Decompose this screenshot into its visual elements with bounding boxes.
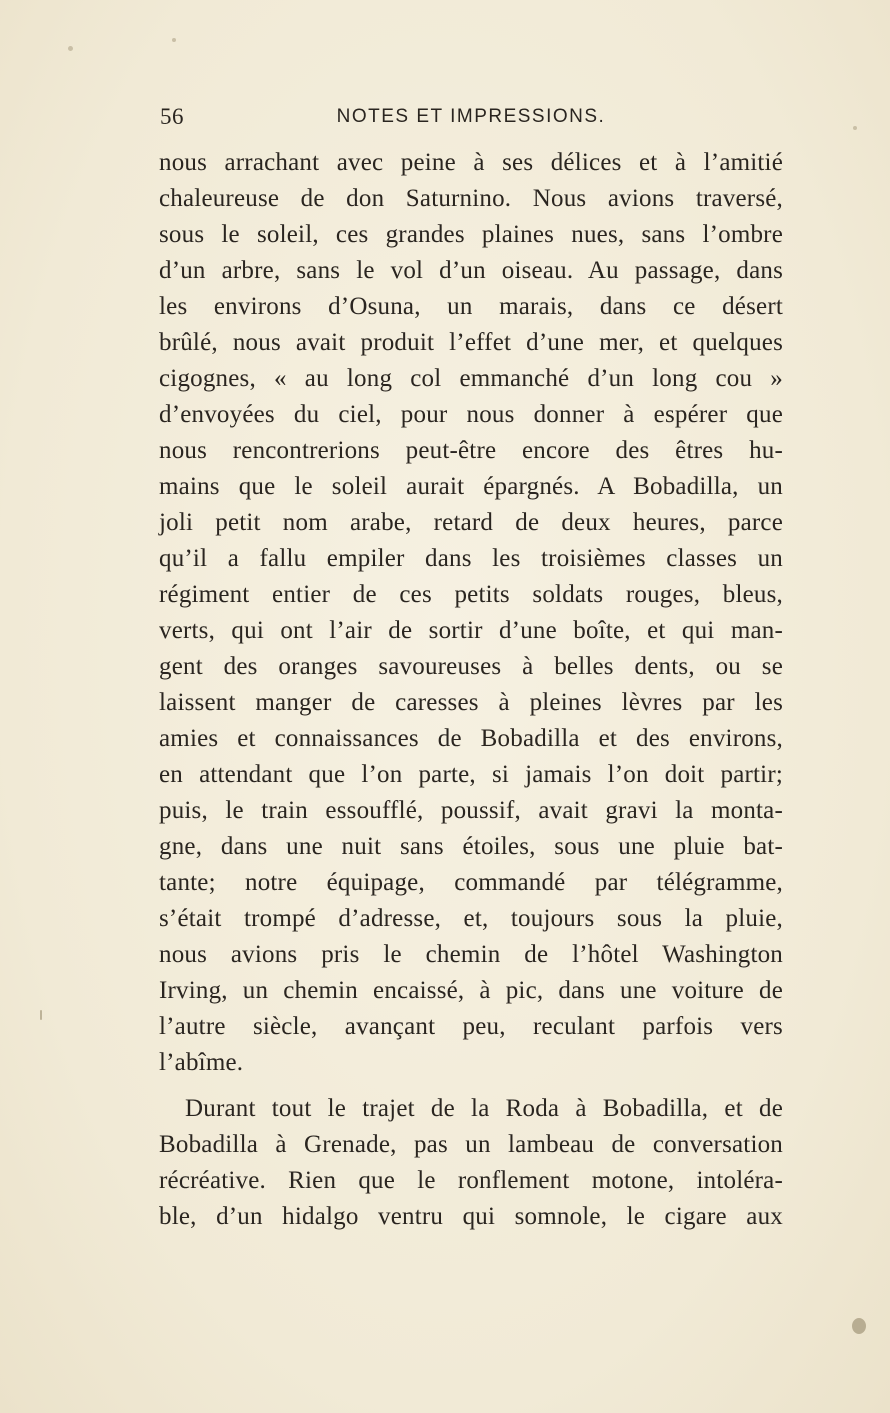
text-line: mains que le soleil aurait épargnés. A Bobadilla, un bbox=[159, 473, 783, 500]
text-line: d’un arbre, sans le vol d’un oiseau. Au passage, dans bbox=[159, 257, 783, 284]
text-line: s’était trompé d’adresse, et, toujours sous la pluie, bbox=[159, 905, 783, 932]
text-line: nous arrachant avec peine à ses délices et à l’amitié bbox=[159, 149, 783, 176]
text-line: cigognes, « au long col emmanché d’un long cou » bbox=[159, 365, 783, 392]
text-line: sous le soleil, ces grandes plaines nues, sans l’ombre bbox=[159, 221, 783, 248]
text-line: amies et connaissances de Bobadilla et des environs, bbox=[159, 725, 783, 752]
text-line: nous rencontrerions peut-être encore des êtres hu- bbox=[159, 437, 783, 464]
body-text bbox=[159, 145, 783, 1235]
text-line: puis, le train essoufflé, poussif, avait gravi la monta- bbox=[159, 797, 783, 824]
text-line: brûlé, nous avait produit l’effet d’une mer, et quelques bbox=[159, 329, 783, 356]
text-line: gent des oranges savoureuses à belles dents, ou se bbox=[159, 653, 783, 680]
paper-speck bbox=[853, 126, 857, 130]
text-line: gne, dans une nuit sans étoiles, sous une pluie bat- bbox=[159, 833, 783, 860]
paragraph bbox=[159, 145, 783, 1081]
text-line: tante; notre équipage, commandé par télégramme, bbox=[159, 869, 783, 896]
text-line: l’autre siècle, avançant peu, reculant parfois vers bbox=[159, 1013, 783, 1040]
text-line: Bobadilla à Grenade, pas un lambeau de conversation bbox=[159, 1131, 783, 1158]
text-line: qu’il a fallu empiler dans les troisièmes classes un bbox=[159, 545, 783, 572]
paper-speck bbox=[40, 1010, 42, 1020]
text-line: récréative. Rien que le ronflement motone, intoléra- bbox=[159, 1167, 783, 1194]
text-line: l’abîme. bbox=[159, 1049, 244, 1076]
paper-speck bbox=[68, 46, 73, 51]
paper-speck bbox=[172, 38, 176, 42]
text-line: nous avions pris le chemin de l’hôtel Washington bbox=[159, 941, 783, 968]
text-line: Irving, un chemin encaissé, à pic, dans une voiture de bbox=[159, 977, 783, 1004]
running-header bbox=[160, 104, 782, 138]
paper-speck bbox=[852, 1318, 866, 1334]
paragraph-gap bbox=[159, 1081, 783, 1091]
text-line: joli petit nom arabe, retard de deux heures, parce bbox=[159, 509, 783, 536]
paragraph bbox=[159, 1091, 783, 1235]
text-line: laissent manger de caresses à pleines lèvres par les bbox=[159, 689, 783, 716]
text-line: régiment entier de ces petits soldats rouges, bleus, bbox=[159, 581, 783, 608]
text-line: Durant tout le trajet de la Roda à Bobadilla, et de bbox=[185, 1095, 783, 1122]
text-line: chaleureuse de don Saturnino. Nous avions traversé, bbox=[159, 185, 783, 212]
text-line: verts, qui ont l’air de sortir d’une boîte, et qui man- bbox=[159, 617, 783, 644]
text-line: ble, d’un hidalgo ventru qui somnole, le cigare aux bbox=[159, 1203, 783, 1230]
page-number: 56 bbox=[160, 104, 184, 129]
running-title: NOTES ET IMPRESSIONS. bbox=[336, 106, 606, 127]
text-line: en attendant que l’on parte, si jamais l’on doit partir; bbox=[159, 761, 783, 788]
text-line: d’envoyées du ciel, pour nous donner à espérer que bbox=[159, 401, 783, 428]
text-line: les environs d’Osuna, un marais, dans ce désert bbox=[159, 293, 783, 320]
